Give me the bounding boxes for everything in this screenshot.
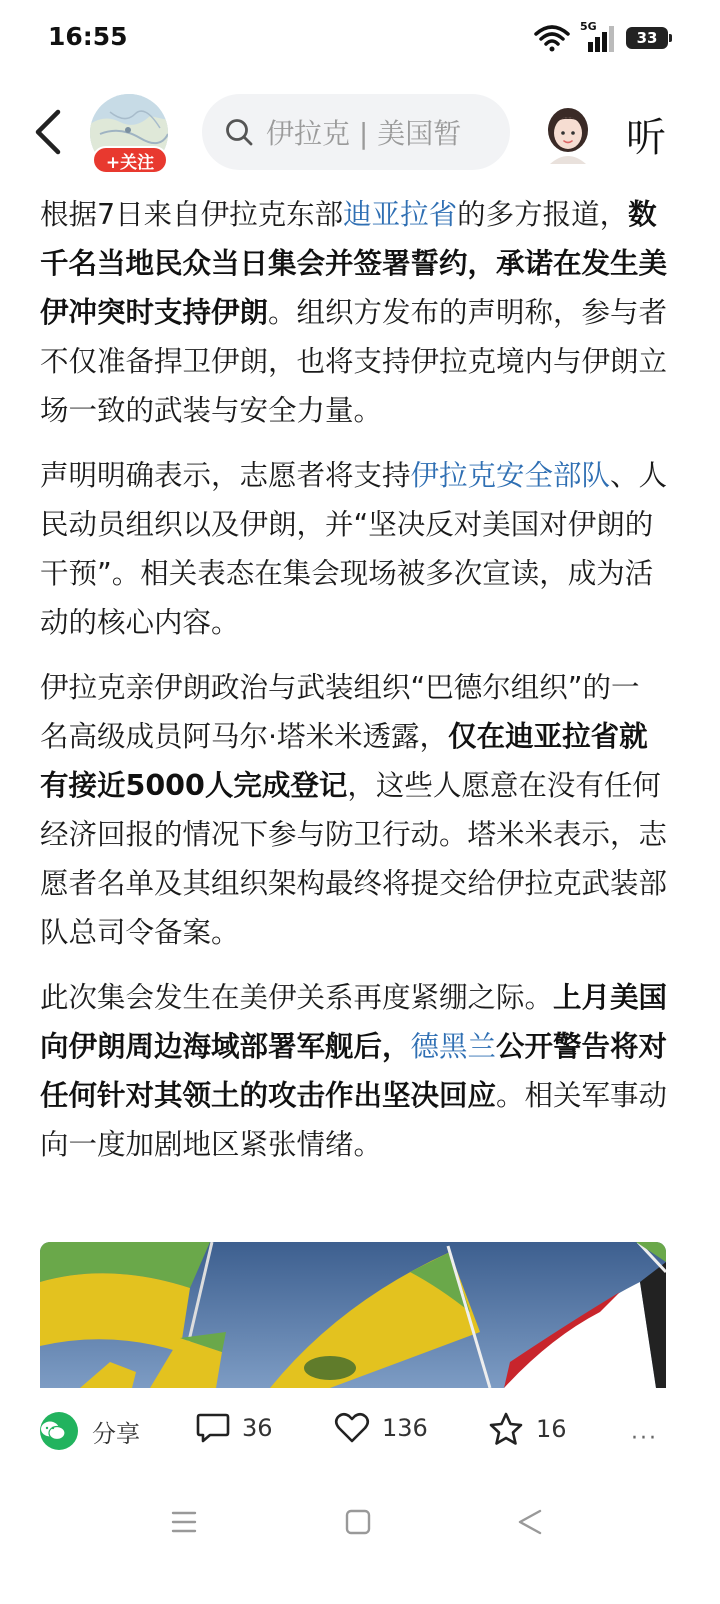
bold-text: 公开警告将对任何针对其领土的攻击作出坚决回应	[40, 1030, 668, 1112]
article-paragraph	[40, 973, 668, 1169]
status-time: 16:55	[48, 22, 128, 51]
article-action-bar	[0, 1400, 720, 1464]
like-button[interactable]	[334, 1412, 428, 1444]
article-paragraph	[40, 663, 668, 957]
article-image-flags[interactable]	[40, 1242, 666, 1388]
wifi-icon	[534, 24, 570, 52]
comment-icon	[196, 1412, 230, 1444]
body-text: 、人民动员组织以及伊朗，并“坚决反对美国对伊朗的干预”。相关表态在集会现场被多次宣读，成为活动的核心内容。	[40, 459, 668, 639]
battery-indicator	[626, 27, 668, 49]
entity-link[interactable]: 德黑兰	[410, 1030, 497, 1063]
like-count: 136	[382, 1414, 428, 1442]
status-bar	[0, 0, 720, 80]
body-text: 。组织方发布的声明称，参与者不仅准备捍卫伊朗，也将支持伊拉克境内与伊朗立场一致的武装与安全力量。	[40, 296, 668, 427]
article-paragraph	[40, 190, 668, 435]
network-type: 5G	[580, 20, 597, 33]
more-dots-icon[interactable]: ···	[631, 1426, 658, 1451]
search-icon	[224, 117, 254, 147]
system-navigation-bar	[0, 1490, 720, 1560]
search-placeholder: 伊拉克 | 美国暂	[266, 117, 462, 150]
listen-button[interactable]: 听	[626, 115, 666, 161]
wechat-icon	[40, 1412, 78, 1450]
share-button[interactable]	[40, 1412, 140, 1450]
top-navigation	[0, 86, 720, 182]
flags-photo	[40, 1242, 666, 1388]
bold-text: 数千名当地民众当日集会并签署誓约，承诺在发生美伊冲突时支持伊朗	[40, 198, 668, 329]
signal-bars-icon	[584, 26, 616, 52]
comment-count: 36	[242, 1414, 273, 1442]
author-avatar[interactable]	[90, 94, 170, 174]
search-bar[interactable]	[202, 94, 510, 170]
body-text: 根据7日来自伊拉克东部	[40, 198, 344, 231]
article-paragraph	[40, 451, 668, 647]
heart-icon	[334, 1412, 370, 1444]
body-text: 此次集会发生在美伊关系再度紧绷之际。	[40, 981, 554, 1014]
body-text: 。相关军事动向一度加剧地区紧张情绪。	[40, 1079, 668, 1161]
chevron-left-icon[interactable]	[26, 106, 72, 158]
body-text: 伊拉克亲伊朗政治与武装组织“巴德尔组织”的一名高级成员阿马尔·塔米米透露，	[40, 671, 640, 753]
menu-icon[interactable]	[170, 1508, 198, 1536]
comment-button[interactable]	[196, 1412, 273, 1444]
square-icon[interactable]	[344, 1508, 372, 1536]
article-body	[40, 190, 668, 1185]
entity-link[interactable]: 迪亚拉省	[343, 198, 458, 231]
cellular-signal	[580, 20, 616, 52]
battery-level: 33	[636, 29, 658, 47]
entity-link[interactable]: 伊拉克安全部队	[410, 459, 611, 492]
star-icon	[488, 1412, 524, 1446]
favorite-button[interactable]	[488, 1412, 567, 1446]
bold-text: 仅在迪亚拉省就有接近5000人完成登记	[40, 720, 648, 802]
triangle-back-icon[interactable]	[516, 1508, 544, 1536]
favorite-count: 16	[536, 1415, 567, 1443]
listen-avatar-icon[interactable]	[540, 102, 596, 164]
bold-text: 上月美国向伊朗周边海域部署军舰后，	[40, 981, 668, 1063]
body-text: 的多方报道，	[457, 198, 629, 231]
body-text: ，这些人愿意在没有任何经济回报的情况下参与防卫行动。塔米米表示，志愿者名单及其组织架构最终将提交给伊拉克武装部队总司令备案。	[40, 769, 668, 949]
share-label: 分享	[92, 1419, 140, 1448]
body-text: 声明明确表示，志愿者将支持	[40, 459, 411, 492]
status-icons	[534, 20, 668, 52]
follow-button[interactable]: +关注	[92, 146, 168, 174]
